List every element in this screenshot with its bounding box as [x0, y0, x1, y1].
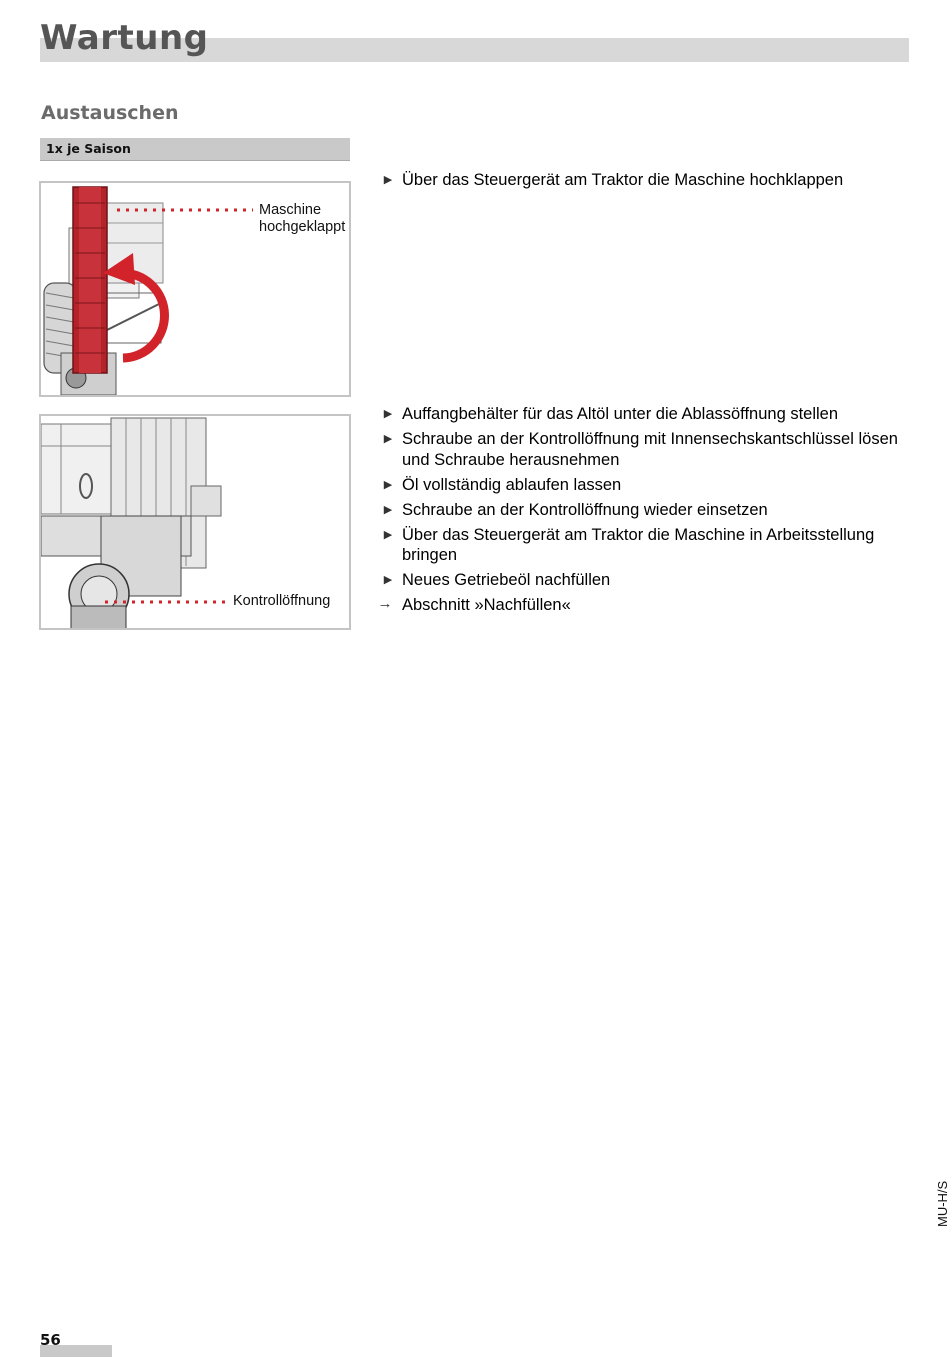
step-text: Neues Getriebeöl nachfüllen	[402, 571, 611, 589]
step-text: Über das Steuergerät am Traktor die Maschine in Arbeitsstellung bringen	[402, 525, 875, 564]
step-text: Auffangbehälter für das Altöl unter die Ablassöffnung stellen	[402, 405, 839, 423]
step-item	[380, 404, 910, 425]
step-list-oil-change	[377, 404, 910, 620]
arrow-right-icon: →	[377, 595, 393, 612]
step-marker-icon: ▶	[383, 503, 393, 516]
callout-control-opening: Kontrollöffnung	[233, 593, 331, 609]
step-item	[380, 500, 910, 521]
step-marker-icon: ▶	[383, 174, 393, 186]
interval-badge: 1x je Saison	[40, 138, 350, 161]
step-item	[380, 475, 910, 496]
step-text: Über das Steuergerät am Traktor die Maschine hochklappen	[402, 171, 844, 189]
step-marker-icon: ▶	[383, 478, 393, 491]
section-title: Austauschen	[41, 102, 179, 124]
cross-reference-item	[377, 595, 910, 616]
step-text: Schraube an der Kontrollöffnung mit Innensechskantschlüssel lösen und Schraube herausnehmen	[402, 430, 898, 469]
step-text: Öl vollständig ablaufen lassen	[402, 475, 622, 494]
step-marker-icon: ▶	[383, 433, 393, 445]
callout-machine-folded: Maschine hochgeklappt	[259, 202, 346, 235]
step-text: Schraube an der Kontrollöffnung wieder einsetzen	[402, 500, 768, 519]
step-list-fold	[380, 170, 910, 195]
cross-reference-link[interactable]: Abschnitt »Nachfüllen«	[402, 596, 571, 614]
step-item	[380, 525, 910, 566]
step-marker-icon: ▶	[383, 574, 393, 586]
document-code: MU-H/S	[935, 1180, 950, 1227]
step-item	[380, 170, 910, 191]
step-marker-icon: ▶	[383, 408, 393, 420]
page-title: Wartung	[40, 18, 209, 58]
step-marker-icon: ▶	[383, 528, 393, 541]
step-item	[380, 570, 910, 591]
figure-control-opening	[39, 414, 351, 630]
step-item	[380, 429, 910, 470]
figure-machine-folded	[39, 181, 351, 397]
page-number: 56	[40, 1331, 61, 1349]
